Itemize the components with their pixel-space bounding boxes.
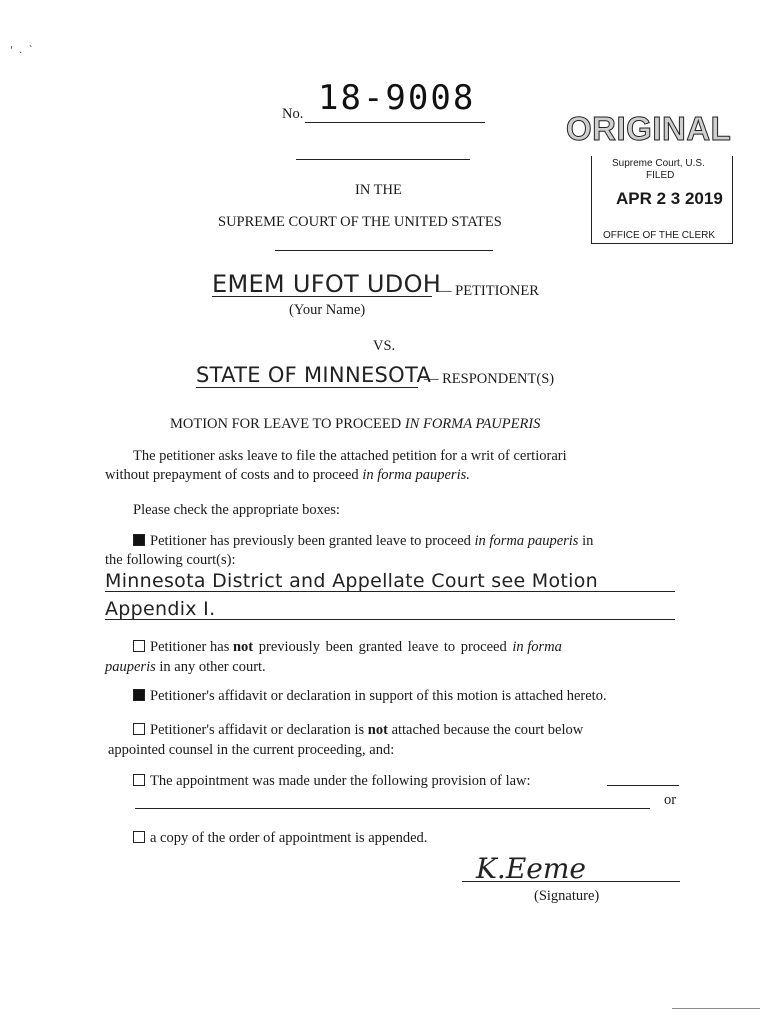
checkbox-affidavit-not-attached[interactable] <box>133 723 145 735</box>
courts-line-2 <box>105 619 675 620</box>
opt5-text: The appointment was made under the following provision of law: <box>150 773 531 789</box>
opt2-line1-mid: previously been granted leave to proceed <box>253 639 513 655</box>
filed-stamp <box>591 156 733 244</box>
bottom-scan-rule <box>672 1008 760 1009</box>
option-previously-granted <box>133 533 593 550</box>
checkbox-affidavit-attached[interactable] <box>133 689 145 701</box>
opt4-line1-suffix: attached because the court below <box>387 722 584 738</box>
scan-mark: ' . ` <box>10 45 34 56</box>
in-the-label: IN THE <box>355 182 402 198</box>
motion-title-italic: IN FORMA PAUPERIS <box>404 416 541 432</box>
opt1-line2: the following court(s): <box>105 552 236 568</box>
opt2-line2 <box>105 659 266 676</box>
case-number: 18-9008 <box>318 78 476 118</box>
option-affidavit-not-attached <box>133 722 583 739</box>
option-order-appended <box>133 830 427 847</box>
intro-line-2-text: without prepayment of costs and to proceed <box>105 467 363 483</box>
header-bottom-rule <box>275 250 493 251</box>
option-affidavit-attached <box>133 688 607 705</box>
provision-line-1 <box>607 785 679 786</box>
case-number-underline <box>305 122 485 123</box>
option-appointment-provision <box>133 773 531 790</box>
opt4-line1-bold: not <box>367 722 388 738</box>
opt4-line1-prefix: Petitioner's affidavit or declaration is <box>150 722 368 738</box>
petitioner-name: EMEM UFOT UDOH <box>212 270 442 298</box>
vs-label: VS. <box>373 338 396 354</box>
opt5-or: or <box>664 792 677 808</box>
motion-title-prefix: MOTION FOR LEAVE TO PROCEED <box>170 416 405 432</box>
opt1-line1-suffix: in <box>578 533 594 549</box>
opt6-text: a copy of the order of appointment is appended. <box>150 830 428 846</box>
opt4-line2: appointed counsel in the current proceeding, and: <box>108 742 395 758</box>
signature-scrawl: K.Eeme <box>476 852 586 885</box>
petitioner-underline <box>212 296 432 297</box>
stamp-office: OFFICE OF THE CLERK <box>603 230 716 241</box>
respondent-label: — RESPONDENT(S) <box>424 371 555 387</box>
signature-label: (Signature) <box>534 888 600 904</box>
provision-line-2 <box>135 808 650 809</box>
header-top-rule <box>296 159 470 160</box>
checkbox-appointment-provision[interactable] <box>133 774 145 786</box>
opt2-line1-prefix: Petitioner has <box>150 639 233 655</box>
motion-title <box>170 416 540 433</box>
stamp-filed: FILED <box>646 170 675 181</box>
opt3-text: Petitioner's affidavit or declaration in support of this motion is attached hereto. <box>150 688 607 704</box>
option-not-granted <box>133 639 562 656</box>
respondent-underline <box>196 387 418 388</box>
opt2-line1-bold: not <box>232 639 254 655</box>
intro-line-2-italic: in forma pauperis. <box>362 467 470 483</box>
court-name: SUPREME COURT OF THE UNITED STATES <box>218 214 502 230</box>
courts-handwritten-line-1: Minnesota District and Appellate Court see Motion <box>105 570 599 592</box>
checkbox-not-granted[interactable] <box>133 640 145 652</box>
intro-line-1: The petitioner asks leave to file the attached petition for a writ of certiorari <box>133 448 567 464</box>
stamp-date: APR 2 3 2019 <box>616 189 723 208</box>
your-name-label: (Your Name) <box>289 302 366 318</box>
case-no-label: No. <box>282 106 304 122</box>
check-instruction: Please check the appropriate boxes: <box>133 502 340 518</box>
opt1-line1-prefix: Petitioner has previously been granted leave to proceed <box>150 533 475 549</box>
original-stamp: ORIGINAL <box>566 110 732 147</box>
petitioner-label: — PETITIONER <box>437 283 539 299</box>
opt1-line1-italic: in forma pauperis <box>474 533 579 549</box>
stamp-court: Supreme Court, U.S. <box>612 158 705 169</box>
opt2-line1-italic: in forma <box>512 639 562 655</box>
respondent-name: STATE OF MINNESOTA <box>196 363 432 387</box>
intro-line-2 <box>105 467 470 484</box>
courts-handwritten-line-2: Appendix I. <box>105 598 216 620</box>
opt2-line2-suffix: in any other court. <box>155 659 266 675</box>
checkbox-previously-granted[interactable] <box>133 534 145 546</box>
signature-line <box>462 881 680 882</box>
courts-line-1 <box>105 591 675 592</box>
checkbox-order-appended[interactable] <box>133 831 145 843</box>
opt2-line2-italic: pauperis <box>105 659 156 675</box>
